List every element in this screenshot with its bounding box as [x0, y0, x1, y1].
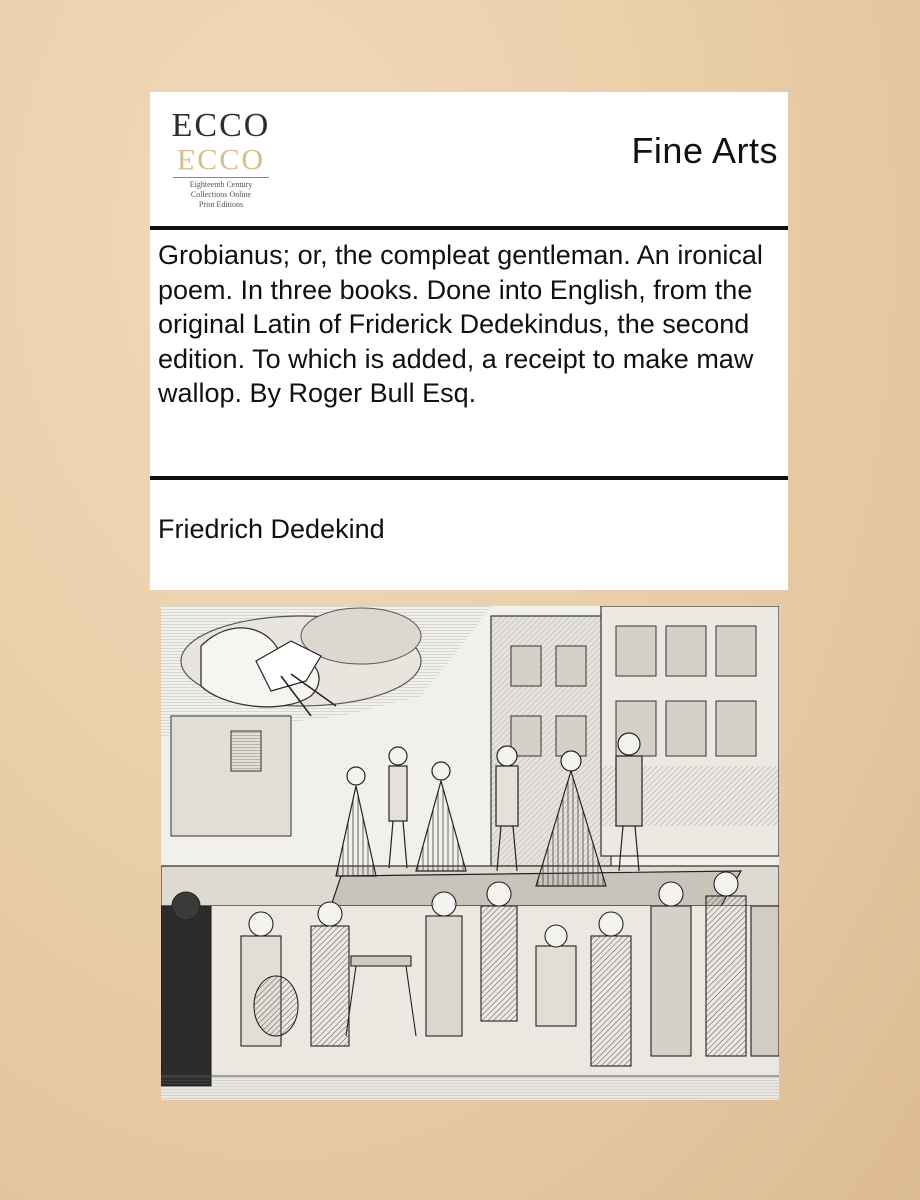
series-label: Fine Arts: [631, 130, 778, 171]
logo-line-3: Print Editions: [198, 200, 244, 209]
bottom-divider: [150, 476, 788, 480]
logo-line-1: Eighteenth Century: [189, 180, 253, 189]
logo-mirror: ECCO: [176, 143, 265, 176]
cover-panel: [150, 92, 788, 590]
cover-illustration: [161, 606, 779, 1100]
book-title: Grobianus; or, the compleat gentleman. An ironical poem. In three books. Done into English, from the original Latin of Friderick Dedekindus, the second edition. To which is added, a receipt to make maw wallop. By Roger Bull Esq.: [158, 240, 763, 408]
logo-mark: ECCO: [171, 107, 271, 144]
top-divider: [150, 226, 788, 230]
logo-divider: [173, 177, 269, 178]
author-name: Friedrich Dedekind: [158, 514, 385, 544]
logo-line-2: Collections Online: [190, 190, 252, 199]
engraving-image: [161, 606, 779, 1100]
ecco-logo: [162, 104, 280, 222]
